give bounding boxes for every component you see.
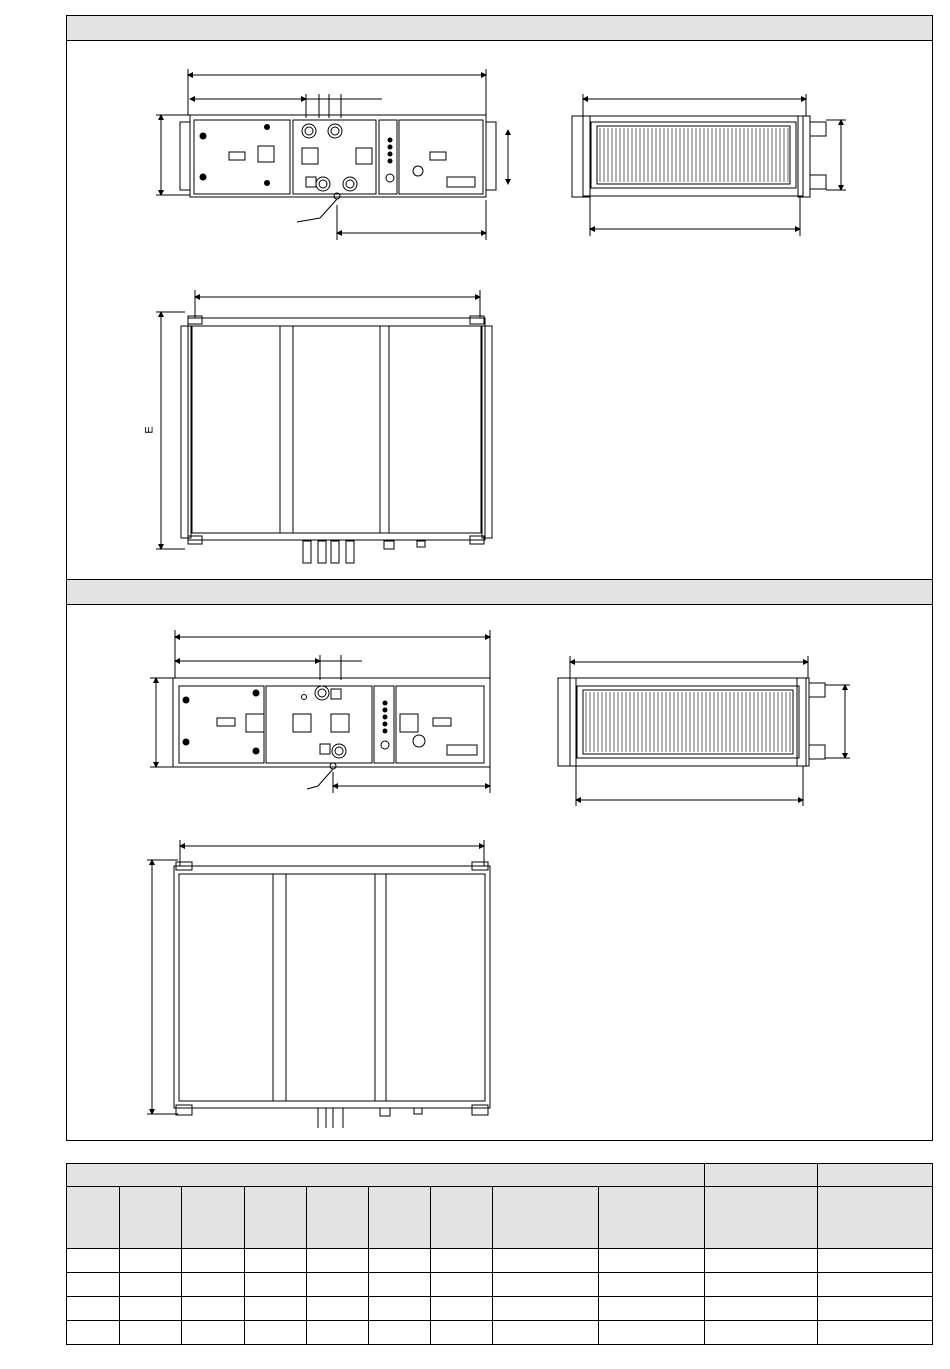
table-cell xyxy=(244,1297,306,1321)
column-header xyxy=(430,1187,493,1249)
table-cell xyxy=(306,1297,368,1321)
table-cell xyxy=(119,1321,181,1345)
table-cell xyxy=(368,1321,430,1345)
table-cell xyxy=(705,1321,818,1345)
front-view-2 xyxy=(150,630,490,793)
column-header xyxy=(181,1187,244,1249)
table-row xyxy=(67,1297,933,1321)
table-cell xyxy=(599,1297,705,1321)
table-cell xyxy=(368,1297,430,1321)
table-cell xyxy=(67,1321,120,1345)
front-view-1 xyxy=(156,69,508,240)
table-cell xyxy=(430,1273,493,1297)
table-row xyxy=(67,1273,933,1297)
column-header xyxy=(244,1187,306,1249)
table-row xyxy=(67,1321,933,1345)
column-header xyxy=(705,1187,818,1249)
table-cell xyxy=(306,1273,368,1297)
table-cell xyxy=(67,1249,120,1273)
spec-table xyxy=(66,1163,933,1345)
column-header xyxy=(493,1187,599,1249)
table-cell xyxy=(244,1321,306,1345)
table-cell xyxy=(430,1249,493,1273)
table-cell xyxy=(705,1273,818,1297)
top-view-dimension-label: E xyxy=(143,426,156,434)
table-cell xyxy=(119,1297,181,1321)
spec-table-group-header xyxy=(67,1164,933,1187)
table-cell xyxy=(67,1297,120,1321)
table-cell xyxy=(119,1273,181,1297)
table-cell xyxy=(181,1273,244,1297)
column-header xyxy=(368,1187,430,1249)
group-header-col-11 xyxy=(818,1164,933,1187)
table-cell xyxy=(599,1249,705,1273)
column-header xyxy=(818,1187,933,1249)
table-cell xyxy=(430,1297,493,1321)
spec-table-column-header xyxy=(67,1187,933,1249)
table-cell xyxy=(818,1249,933,1273)
table-cell xyxy=(493,1273,599,1297)
table-cell xyxy=(599,1273,705,1297)
group-header-col-10 xyxy=(705,1164,818,1187)
table-cell xyxy=(818,1297,933,1321)
top-view-1 xyxy=(156,290,492,563)
side-view-1 xyxy=(572,94,846,236)
table-cell xyxy=(599,1321,705,1345)
table-cell xyxy=(430,1321,493,1345)
table-cell xyxy=(119,1249,181,1273)
table-cell xyxy=(181,1321,244,1345)
column-header xyxy=(306,1187,368,1249)
table-cell xyxy=(67,1273,120,1297)
table-cell xyxy=(705,1297,818,1321)
table-cell xyxy=(368,1273,430,1297)
table-cell xyxy=(306,1249,368,1273)
group-header-dimensions xyxy=(67,1164,705,1187)
side-view-1-fins xyxy=(600,128,788,182)
table-cell xyxy=(181,1249,244,1273)
table-cell xyxy=(493,1249,599,1273)
table-cell xyxy=(181,1297,244,1321)
table-cell xyxy=(818,1321,933,1345)
table-cell xyxy=(306,1321,368,1345)
column-header xyxy=(67,1187,120,1249)
table-cell xyxy=(493,1321,599,1345)
table-cell xyxy=(493,1297,599,1321)
table-cell xyxy=(244,1249,306,1273)
top-view-2 xyxy=(147,840,490,1128)
table-row xyxy=(67,1249,933,1273)
column-header xyxy=(119,1187,181,1249)
table-cell xyxy=(244,1273,306,1297)
table-cell xyxy=(368,1249,430,1273)
side-view-2-fins xyxy=(586,692,790,752)
table-cell xyxy=(705,1249,818,1273)
table-cell xyxy=(818,1273,933,1297)
column-header xyxy=(599,1187,705,1249)
